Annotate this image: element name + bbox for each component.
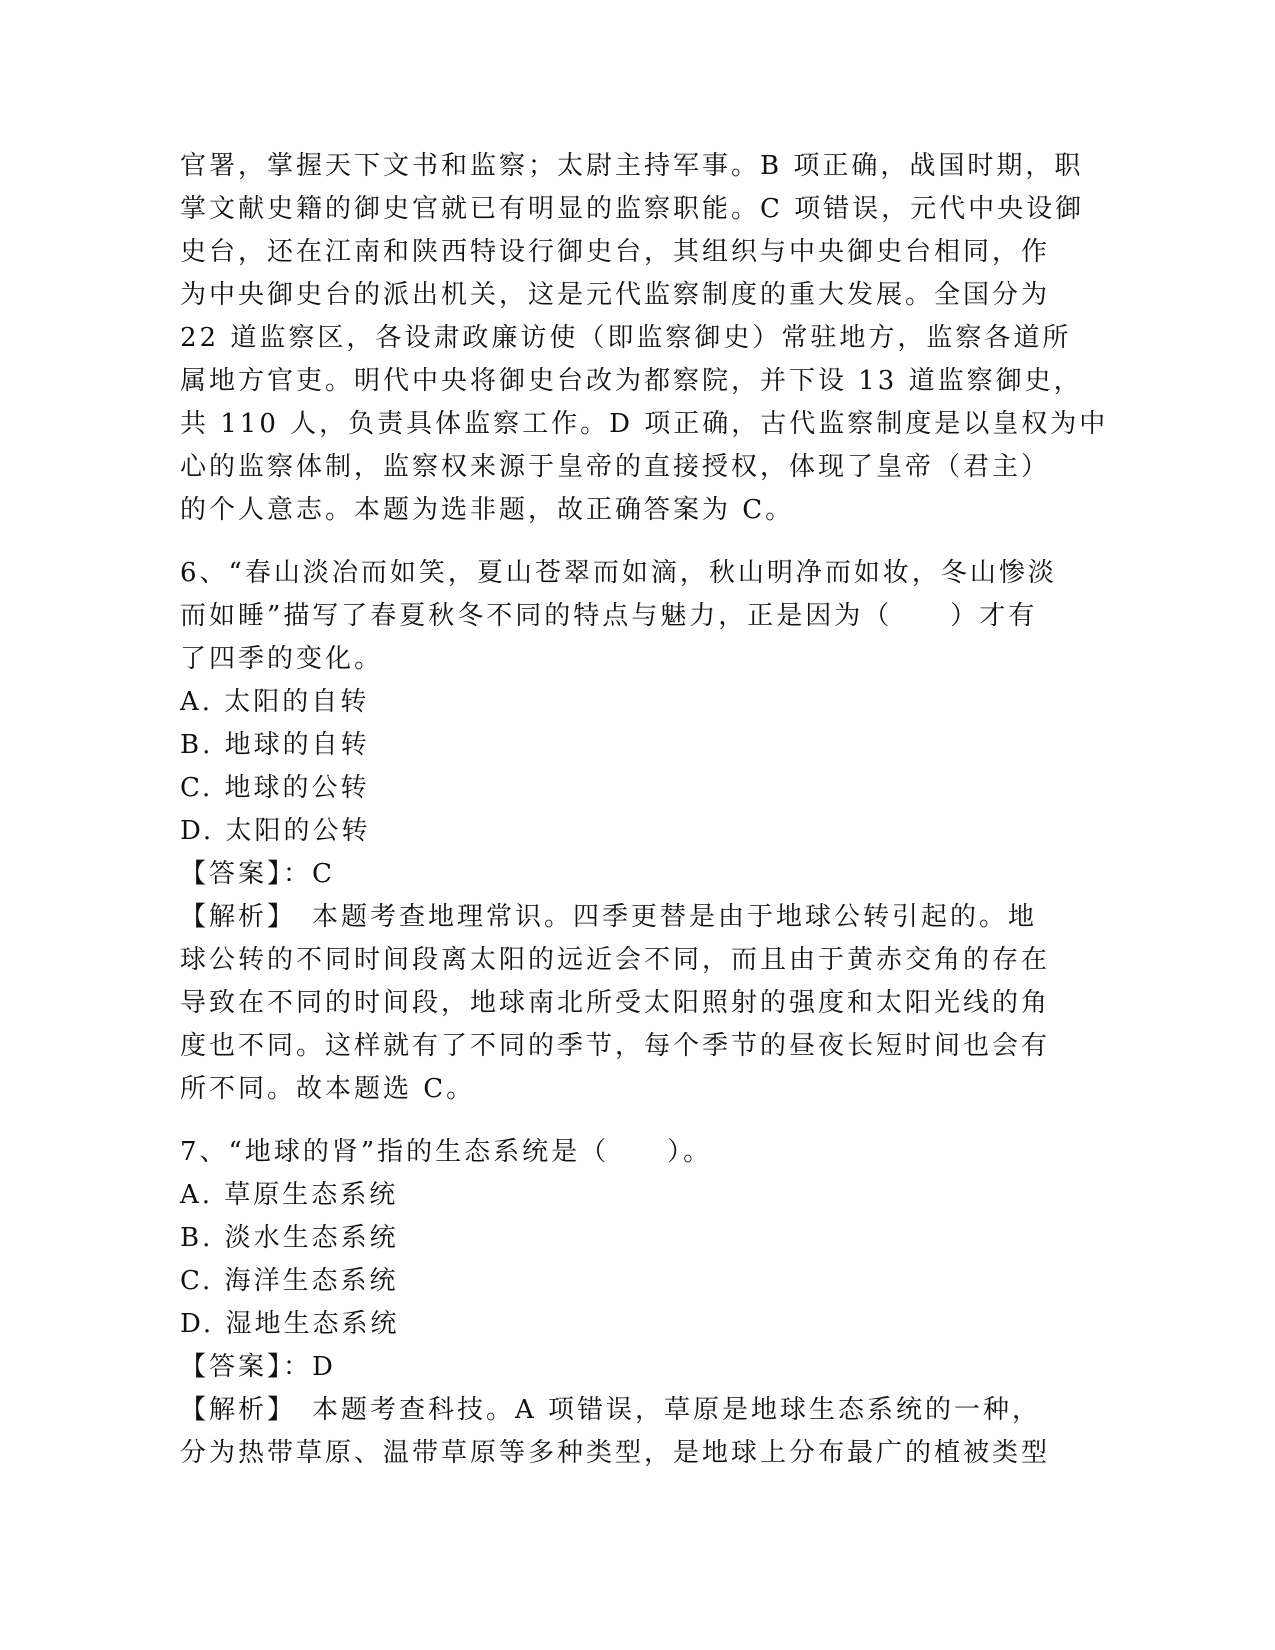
option-d: D. 太阳的公转 bbox=[180, 816, 371, 846]
analysis: 导致在不同的时间段，地球南北所受太阳照射的强度和太阳光线的角 bbox=[180, 988, 1051, 1018]
text-line: 的个人意志。本题为选非题，故正确答案为 C。 bbox=[180, 495, 795, 525]
document-page bbox=[180, 145, 1109, 1475]
text-line: 史台，还在江南和陕西特设行御史台，其组织与中央御史台相同，作 bbox=[180, 237, 1051, 267]
text-line: 掌文献史籍的御史官就已有明显的监察职能。C 项错误，元代中央设御 bbox=[180, 194, 1085, 224]
analysis: 【解析】 本题考查地理常识。四季更替是由于地球公转引起的。地 bbox=[180, 902, 1038, 932]
question-7 bbox=[180, 1131, 1060, 1475]
text-line: 共 110 人，负责具体监察工作。D 项正确，古代监察制度是以皇权为中 bbox=[180, 409, 1109, 439]
answer: 【答案】：C bbox=[180, 859, 335, 889]
text-line: 22 道监察区，各设肃政廉访使（即监察御史）常驻地方，监察各道所 bbox=[180, 323, 1072, 353]
text-line: 属地方官吏。明代中央将御史台改为都察院，并下设 13 道监察御史， bbox=[180, 366, 1083, 396]
option-b: B. 淡水生态系统 bbox=[180, 1223, 399, 1253]
question-stem: 而如睡”描写了春夏秋冬不同的特点与魅力，正是因为（ ）才有 bbox=[180, 601, 1038, 631]
analysis: 度也不同。这样就有了不同的季节，每个季节的昼夜长短时间也会有 bbox=[180, 1031, 1051, 1061]
text-line: 官署，掌握天下文书和监察；太尉主持军事。B 项正确，战国时期，职 bbox=[180, 151, 1084, 181]
question-stem: 了四季的变化。 bbox=[180, 644, 384, 674]
analysis: 分为热带草原、温带草原等多种类型，是地球上分布最广的植被类型 bbox=[180, 1438, 1051, 1468]
text-line: 心的监察体制，监察权来源于皇帝的直接授权，体现了皇帝（君主） bbox=[180, 452, 1051, 482]
analysis: 【解析】 本题考查科技。A 项错误，草原是地球生态系统的一种， bbox=[180, 1395, 1042, 1425]
analysis: 所不同。故本题选 C。 bbox=[180, 1074, 476, 1104]
option-c: C. 地球的公转 bbox=[180, 773, 370, 803]
question-stem: 7、“地球的肾”指的生态系统是（ ）。 bbox=[180, 1137, 713, 1167]
option-c: C. 海洋生态系统 bbox=[180, 1266, 399, 1296]
question-stem: 6、“春山淡冶而如笑，夏山苍翠而如滴，秋山明净而如妆，冬山惨淡 bbox=[180, 558, 1057, 588]
option-d: D. 湿地生态系统 bbox=[180, 1309, 400, 1339]
option-a: A. 草原生态系统 bbox=[180, 1180, 399, 1210]
previous-explanation bbox=[180, 145, 1109, 532]
question-6 bbox=[180, 552, 1060, 1111]
option-a: A. 太阳的自转 bbox=[180, 687, 370, 717]
analysis: 球公转的不同时间段离太阳的远近会不同，而且由于黄赤交角的存在 bbox=[180, 945, 1051, 975]
text-line: 为中央御史台的派出机关，这是元代监察制度的重大发展。全国分为 bbox=[180, 280, 1051, 310]
option-b: B. 地球的自转 bbox=[180, 730, 370, 760]
answer: 【答案】：D bbox=[180, 1352, 336, 1382]
